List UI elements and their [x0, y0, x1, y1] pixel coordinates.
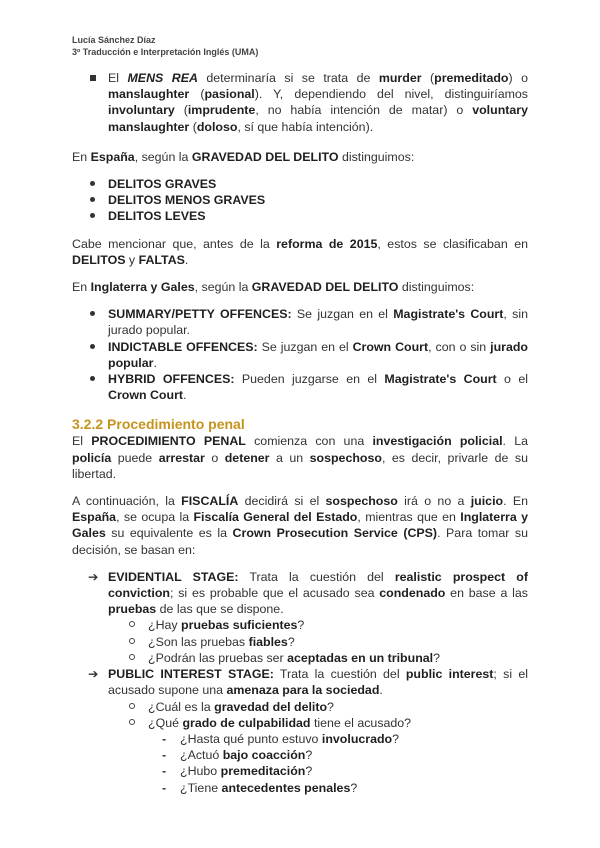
arrow-right-icon: ➔	[88, 569, 99, 584]
list-item: ¿Podrán las pruebas ser aceptadas en un tribunal?	[72, 650, 528, 666]
list-item: - ¿Hubo premeditación?	[162, 764, 313, 779]
espana-intro: En España, según la GRAVEDAD DEL DELITO distinguimos:	[72, 149, 415, 164]
bullet-dot-icon	[90, 376, 95, 381]
course-name: 3º Traducción e Interpretación Inglés (UMA)	[72, 47, 259, 57]
mens-rea-bullet: El MENS REA determinaría si se trata de murder (premeditado) o manslaughter (pasional). Y, dependiendo del nivel, distinguiríamos involuntary (imprudente, no había intención de matar) o voluntary manslaughter (doloso, sí que había intención).	[72, 70, 528, 135]
list-item: - ¿Hasta qué punto estuvo involucrado?	[162, 731, 400, 746]
page-content	[72, 70, 528, 796]
list-item: - ¿Tiene antecedentes penales?	[162, 780, 358, 795]
author-name: Lucía Sánchez Díaz	[72, 35, 156, 45]
dash-bullet-icon: -	[162, 731, 167, 746]
public-interest-stage-item: ➔ PUBLIC INTEREST STAGE: Trata la cuestión del public interest; si el acusado supone una amenaza para la sociedad.	[88, 667, 528, 698]
fiscalia-paragraph: A continuación, la FISCALÍA decidirá si el sospechoso irá o no a juicio. En España, se ocupa la Fiscalía General del Estado, mientras que en Inglaterra y Gales su equivalente es la Crown Prosecution Service (CPS). Para tomar su decisión, se basan en:	[72, 494, 528, 557]
bullet-dot-icon	[90, 344, 95, 349]
list-item: ¿Son las pruebas fiables?	[72, 634, 528, 650]
circle-bullet-icon	[129, 719, 135, 725]
circle-bullet-icon	[129, 621, 135, 627]
inglaterra-intro: En Inglaterra y Gales, según la GRAVEDAD DEL DELITO distinguimos:	[72, 280, 475, 295]
procedimiento-paragraph: El PROCEDIMIENTO PENAL comienza con una investigación policial. La policía puede arrestar o detener a un sospechoso, es decir, privarle de su libertad.	[72, 434, 529, 481]
dash-bullet-icon: -	[162, 748, 167, 763]
bullet-dot-icon	[90, 213, 95, 218]
list-item: INDICTABLE OFFENCES: Se juzgan en el Crown Court, con o sin jurado popular.	[72, 339, 528, 371]
arrow-right-icon: ➔	[88, 667, 99, 682]
list-item: DELITOS GRAVES	[72, 176, 528, 192]
reforma-paragraph: Cabe mencionar que, antes de la reforma de 2015, estos se clasificaban en DELITOS y FALTAS.	[72, 236, 528, 267]
page-header	[72, 34, 258, 58]
list-item: ¿Cuál es la gravedad del delito?	[72, 699, 528, 715]
circle-bullet-icon	[129, 703, 135, 709]
dash-bullet-icon: -	[162, 764, 167, 779]
list-item: ¿Qué grado de culpabilidad tiene el acusado?	[72, 715, 528, 731]
list-item: - ¿Actuó bajo coacción?	[162, 748, 313, 763]
list-item: DELITOS MENOS GRAVES	[72, 192, 528, 208]
list-item: SUMMARY/PETTY OFFENCES: Se juzgan en el Magistrate's Court, sin jurado popular.	[72, 306, 528, 338]
bullet-dot-icon	[90, 311, 95, 316]
stages-list	[72, 569, 528, 796]
evidential-stage-item: ➔ EVIDENTIAL STAGE: Trata la cuestión del realistic prospect of conviction; si es probable que el acusado sea condenado en base a las pruebas de las que se dispone.	[88, 569, 528, 617]
square-bullet-icon	[90, 75, 96, 81]
list-item: ¿Hay pruebas suficientes?	[72, 617, 528, 633]
inglaterra-list	[72, 306, 528, 403]
bullet-dot-icon	[90, 181, 95, 186]
circle-bullet-icon	[129, 638, 135, 644]
section-heading: 3.2.2 Procedimiento penal	[72, 416, 245, 433]
circle-bullet-icon	[129, 654, 135, 660]
dash-bullet-icon: -	[162, 780, 167, 795]
bullet-dot-icon	[90, 197, 95, 202]
list-item: DELITOS LEVES	[72, 208, 528, 224]
list-item: HYBRID OFFENCES: Pueden juzgarse en el Magistrate's Court o el Crown Court.	[72, 371, 528, 403]
espana-list	[72, 176, 528, 225]
